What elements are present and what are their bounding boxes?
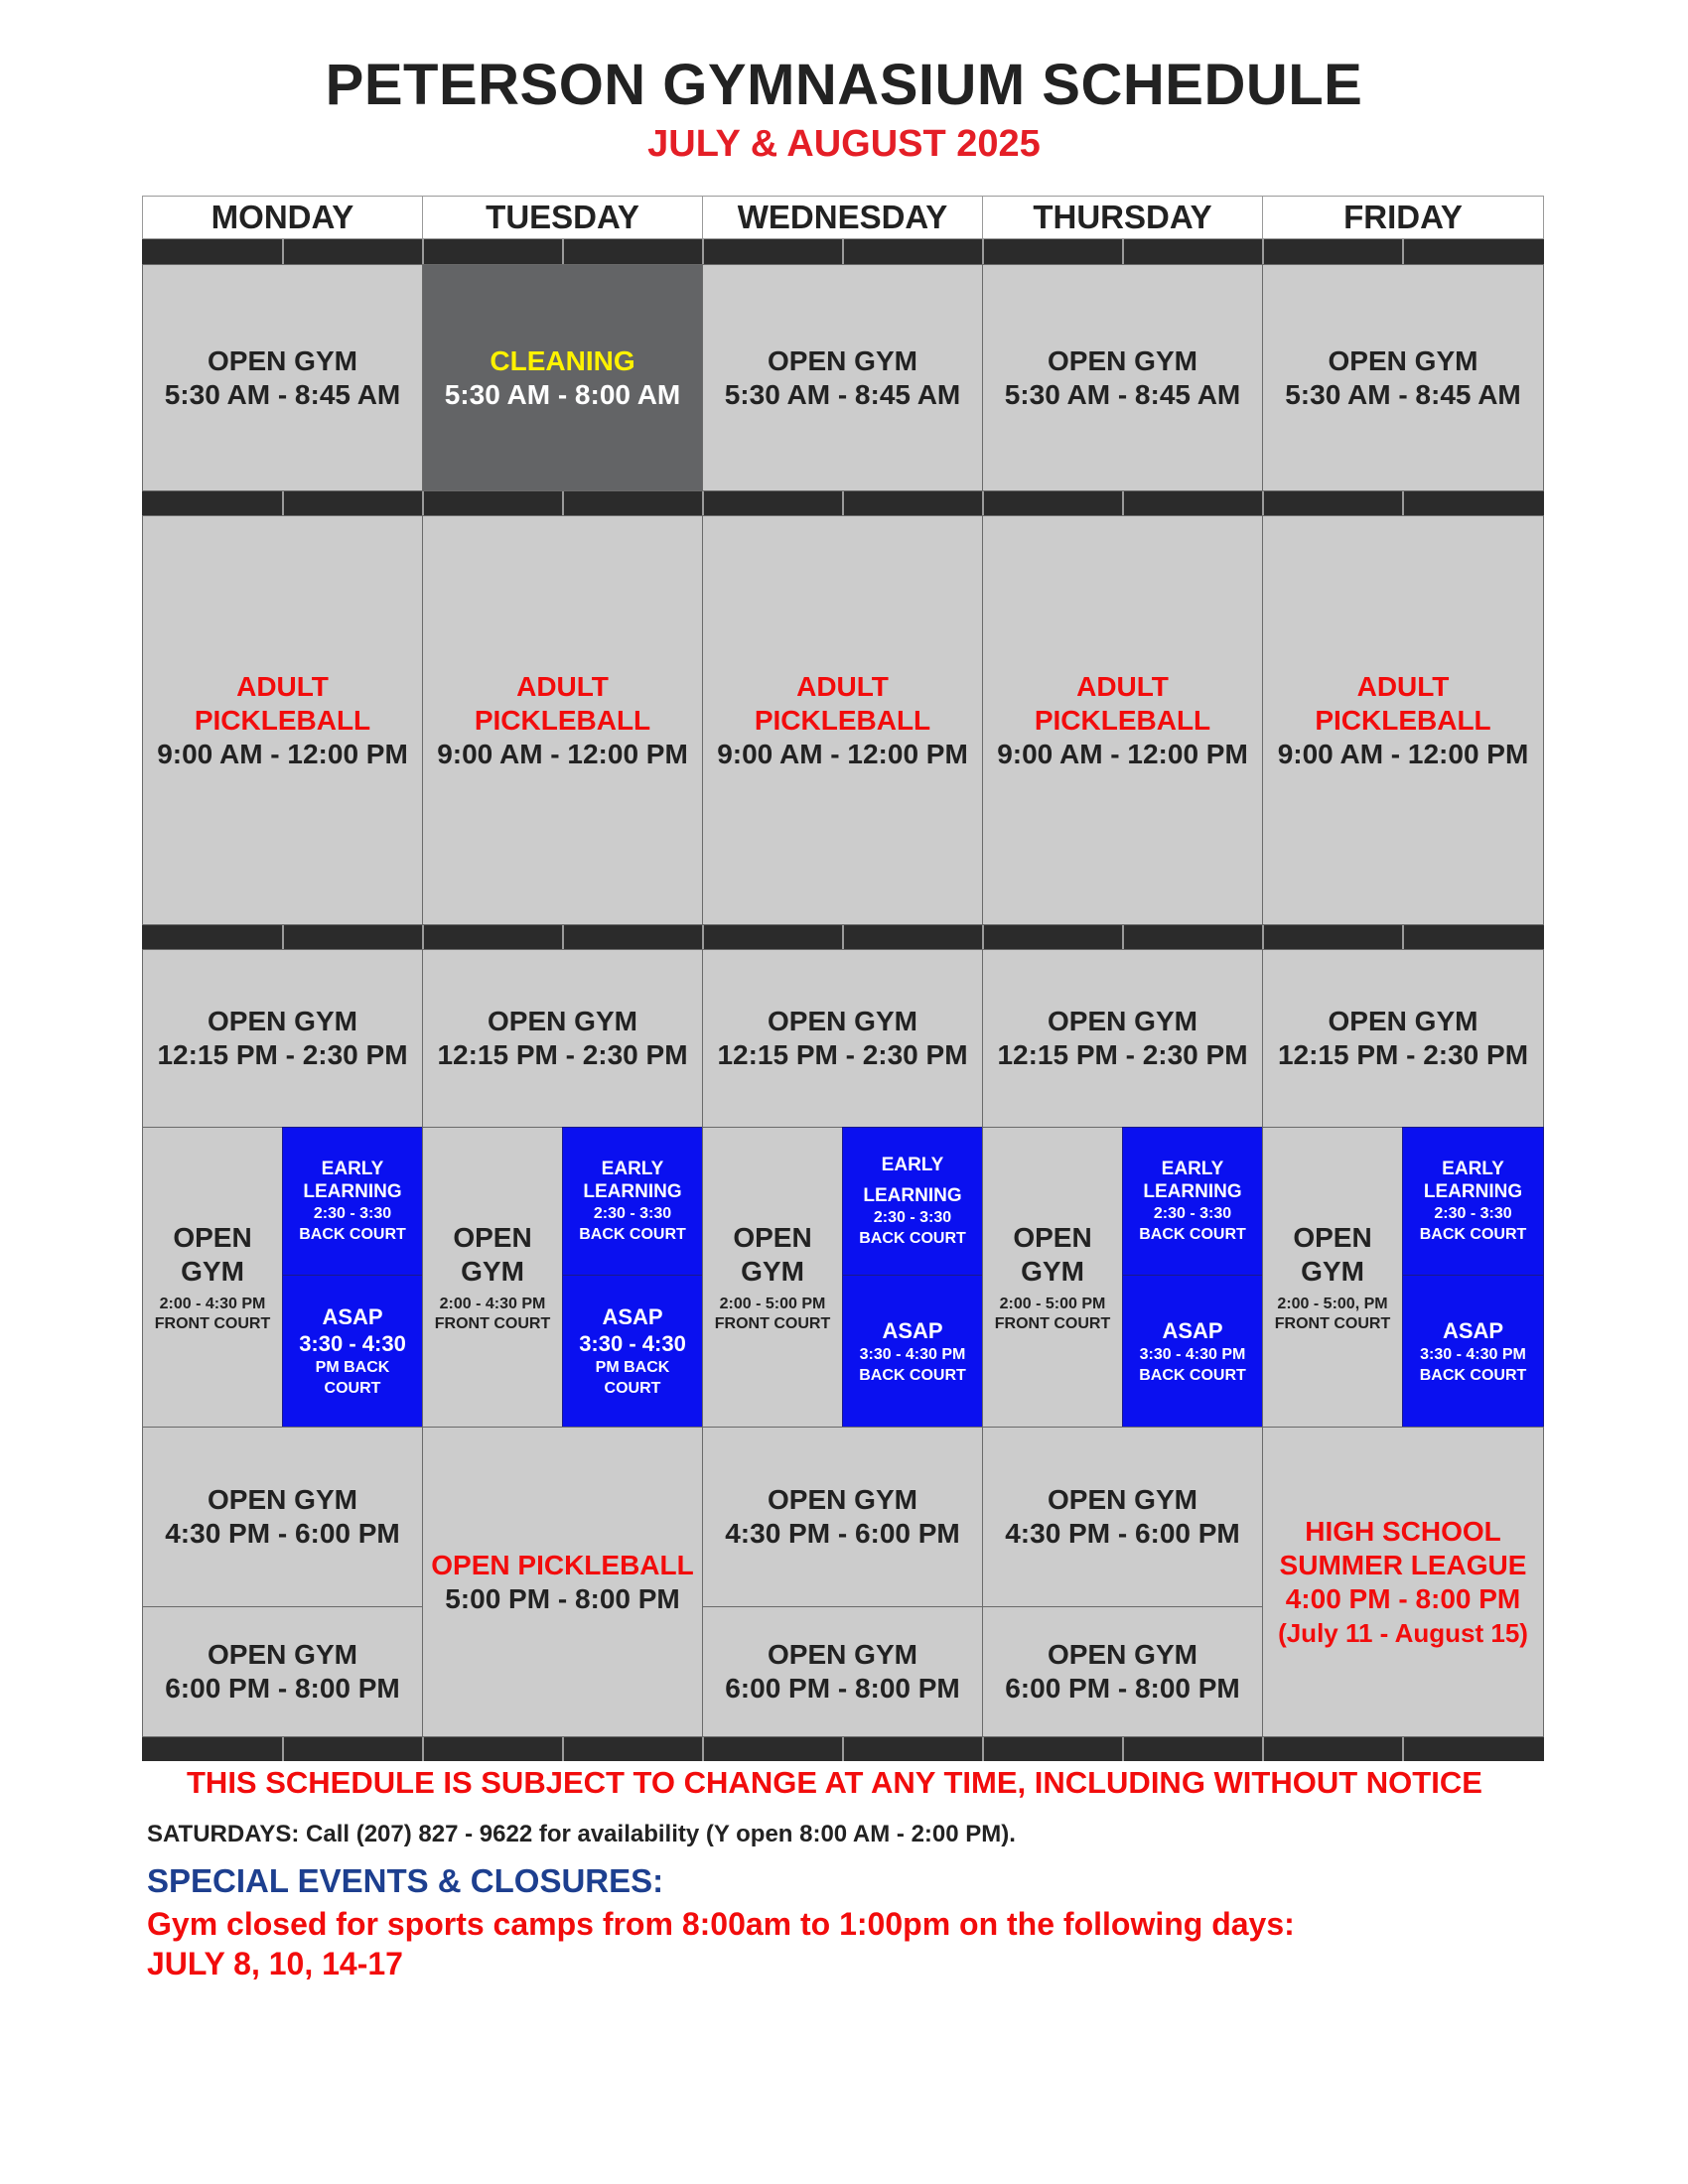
block-court: COURT: [604, 1380, 661, 1397]
block-label: OPEN GYM: [488, 1006, 637, 1036]
schedule-grid: [142, 196, 1544, 1761]
block-time: 12:15 PM - 2:30 PM: [157, 1039, 408, 1070]
schedule-block-wednesday-pickleball: [702, 515, 983, 925]
day-header-friday: FRIDAY: [1262, 196, 1544, 239]
day-header-monday: MONDAY: [142, 196, 423, 239]
block-time: 2:30 - 3:30: [593, 1205, 672, 1222]
schedule-block-tuesday-asap: [562, 1275, 703, 1428]
schedule-block-thursday-asap: [1122, 1275, 1263, 1428]
block-label: ASAP: [1442, 1317, 1504, 1343]
block-court: FRONT COURT: [154, 1314, 271, 1332]
schedule-block-friday-front-court: [1262, 1127, 1403, 1428]
schedule-block-tuesday-early-learning: [562, 1127, 703, 1276]
schedule-block-monday-morning: [142, 264, 423, 491]
block-time: 5:30 AM - 8:45 AM: [1285, 378, 1521, 410]
block-time: 2:30 - 3:30: [1153, 1205, 1232, 1222]
block-time: 6:00 PM - 8:00 PM: [165, 1673, 400, 1704]
block-label: EARLY: [601, 1159, 664, 1179]
block-label: OPEN GYM: [1048, 1639, 1197, 1670]
block-time: 5:30 AM - 8:45 AM: [164, 378, 401, 410]
block-court: BACK COURT: [859, 1230, 966, 1247]
block-label: GYM: [1301, 1255, 1364, 1287]
closure-text: Gym closed for sports camps from 8:00am to 1:00pm on the following days:: [147, 1906, 1295, 1942]
block-court: FRONT COURT: [714, 1314, 831, 1332]
block-time: 2:00 - 5:00 PM: [719, 1295, 826, 1312]
schedule-block-wednesday-evening-2: [702, 1606, 983, 1737]
block-label: PICKLEBALL: [1034, 704, 1211, 736]
block-label: LEARNING: [303, 1181, 402, 1202]
schedule-block-thursday-evening-2: [982, 1606, 1263, 1737]
schedule-block-friday-pickleball: [1262, 515, 1544, 925]
schedule-block-thursday-early-learning: [1122, 1127, 1263, 1276]
block-label: OPEN PICKLEBALL: [431, 1549, 694, 1580]
block-label: PICKLEBALL: [474, 704, 651, 736]
block-label: OPEN GYM: [1328, 1006, 1478, 1036]
block-label: ADULT: [1356, 670, 1450, 702]
block-label: ASAP: [882, 1317, 943, 1343]
block-time: 9:00 AM - 12:00 PM: [717, 738, 968, 769]
schedule-block-thursday-midday: [982, 949, 1263, 1128]
block-label: EARLY: [1442, 1159, 1504, 1179]
block-time: 4:30 PM - 6:00 PM: [1005, 1518, 1240, 1549]
block-label: ASAP: [602, 1304, 663, 1329]
separator-bar: [142, 239, 1544, 264]
block-time: 12:15 PM - 2:30 PM: [717, 1039, 968, 1070]
block-court: PM BACK: [595, 1359, 670, 1376]
block-time: 3:30 - 4:30 PM: [859, 1345, 966, 1363]
block-time: 2:00 - 4:30 PM: [439, 1295, 546, 1312]
schedule-block-thursday-pickleball: [982, 515, 1263, 925]
schedule-block-wednesday-midday: [702, 949, 983, 1128]
block-label: ADULT: [516, 670, 609, 702]
block-label: OPEN: [453, 1221, 532, 1253]
block-court: FRONT COURT: [434, 1314, 551, 1332]
block-label: OPEN: [733, 1221, 812, 1253]
block-label: OPEN GYM: [208, 1639, 357, 1670]
schedule-block-monday-evening-2: [142, 1606, 423, 1737]
schedule-block-monday-evening-1: [142, 1427, 423, 1607]
day-header-thursday: THURSDAY: [982, 196, 1263, 239]
block-label: OPEN GYM: [768, 1006, 917, 1036]
block-time: 9:00 AM - 12:00 PM: [157, 738, 408, 769]
schedule-block-wednesday-asap: [842, 1275, 983, 1428]
block-court: BACK COURT: [579, 1226, 686, 1243]
block-court: BACK COURT: [859, 1366, 966, 1384]
block-label: OPEN GYM: [1328, 344, 1478, 376]
block-time: 12:15 PM - 2:30 PM: [1277, 1039, 1529, 1070]
schedule-block-wednesday-early-learning: [842, 1127, 983, 1276]
block-label: SUMMER LEAGUE: [1279, 1549, 1527, 1580]
block-time: 2:30 - 3:30: [1434, 1205, 1512, 1222]
schedule-block-friday-morning: [1262, 264, 1544, 491]
block-label: GYM: [461, 1255, 524, 1287]
block-time: 3:30 - 4:30 PM: [1420, 1345, 1526, 1363]
schedule-block-monday-midday: [142, 949, 423, 1128]
schedule-block-thursday-evening-1: [982, 1427, 1263, 1607]
block-dates: (July 11 - August 15): [1278, 1617, 1528, 1648]
block-time: 2:00 - 5:00 PM: [999, 1295, 1106, 1312]
schedule-block-thursday-front-court: [982, 1127, 1123, 1428]
special-events-heading: SPECIAL EVENTS & CLOSURES:: [147, 1862, 664, 1899]
schedule-block-tuesday-front-court: [422, 1127, 563, 1428]
block-label: GYM: [181, 1255, 244, 1287]
block-label: ADULT: [236, 670, 329, 702]
block-label: LEARNING: [1143, 1181, 1242, 1202]
page-subtitle: JULY & AUGUST 2025: [647, 123, 1041, 165]
schedule-block-friday-midday: [1262, 949, 1544, 1128]
schedule-block-tuesday-open-pickleball: [422, 1427, 703, 1737]
block-time: 5:30 AM - 8:00 AM: [444, 378, 681, 410]
block-label: OPEN GYM: [208, 344, 357, 376]
block-time: 4:30 PM - 6:00 PM: [165, 1518, 400, 1549]
block-court: BACK COURT: [1139, 1366, 1246, 1384]
block-label: ADULT: [1076, 670, 1169, 702]
block-time: 3:30 - 4:30: [299, 1331, 406, 1356]
block-court: BACK COURT: [1419, 1366, 1527, 1384]
schedule-block-wednesday-morning: [702, 264, 983, 491]
block-label: OPEN GYM: [768, 1484, 917, 1515]
block-court: FRONT COURT: [1274, 1314, 1391, 1332]
block-label: PICKLEBALL: [754, 704, 931, 736]
block-time: 2:30 - 3:30: [873, 1209, 952, 1226]
block-time: 5:30 AM - 8:45 AM: [724, 378, 961, 410]
block-label: EARLY: [321, 1159, 384, 1179]
block-label: CLEANING: [490, 344, 635, 376]
block-label: LEARNING: [583, 1181, 682, 1202]
block-court: BACK COURT: [1139, 1226, 1246, 1243]
closure-dates: JULY 8, 10, 14-17: [147, 1946, 403, 1981]
block-label: PICKLEBALL: [194, 704, 371, 736]
block-time: 9:00 AM - 12:00 PM: [997, 738, 1248, 769]
schedule-block-friday-asap: [1402, 1275, 1544, 1428]
schedule-block-friday-summer-league: [1262, 1427, 1544, 1737]
block-label: ADULT: [796, 670, 889, 702]
page-title: PETERSON GYMNASIUM SCHEDULE: [325, 53, 1363, 117]
block-label: OPEN: [1293, 1221, 1372, 1253]
schedule-block-wednesday-evening-1: [702, 1427, 983, 1607]
separator-bar: [142, 924, 1544, 949]
block-label: OPEN: [173, 1221, 252, 1253]
block-label: OPEN GYM: [768, 344, 917, 376]
block-time: 5:30 AM - 8:45 AM: [1004, 378, 1241, 410]
schedule-block-monday-front-court: [142, 1127, 283, 1428]
block-time: 4:30 PM - 6:00 PM: [725, 1518, 960, 1549]
block-label: GYM: [741, 1255, 804, 1287]
block-label: GYM: [1021, 1255, 1084, 1287]
block-label: OPEN GYM: [208, 1484, 357, 1515]
block-time: 12:15 PM - 2:30 PM: [997, 1039, 1248, 1070]
block-time: 4:00 PM - 8:00 PM: [1285, 1582, 1521, 1614]
separator-bar: [142, 1736, 1544, 1761]
block-label: PICKLEBALL: [1315, 704, 1491, 736]
saturday-info: SATURDAYS: Call (207) 827 - 9622 for availability (Y open 8:00 AM - 2:00 PM).: [147, 1821, 1016, 1847]
block-time: 9:00 AM - 12:00 PM: [437, 738, 688, 769]
schedule-block-monday-early-learning: [282, 1127, 423, 1276]
schedule-block-tuesday-cleaning: [422, 264, 703, 491]
block-label: OPEN GYM: [768, 1639, 917, 1670]
block-time: 9:00 AM - 12:00 PM: [1277, 738, 1529, 769]
block-court: FRONT COURT: [994, 1314, 1111, 1332]
schedule-block-friday-early-learning: [1402, 1127, 1544, 1276]
block-label: LEARNING: [1423, 1181, 1523, 1202]
block-time: 12:15 PM - 2:30 PM: [437, 1039, 688, 1070]
day-header-tuesday: TUESDAY: [422, 196, 703, 239]
day-header-wednesday: WEDNESDAY: [702, 196, 983, 239]
block-label: OPEN GYM: [1048, 1006, 1197, 1036]
schedule-change-notice: THIS SCHEDULE IS SUBJECT TO CHANGE AT ANY TIME, INCLUDING WITHOUT NOTICE: [187, 1765, 1482, 1800]
block-court: PM BACK: [315, 1359, 390, 1376]
block-time: 3:30 - 4:30 PM: [1139, 1345, 1246, 1363]
block-time: 2:30 - 3:30: [313, 1205, 392, 1222]
block-label: EARLY: [881, 1155, 944, 1175]
block-label: ASAP: [322, 1304, 383, 1329]
schedule-block-tuesday-midday: [422, 949, 703, 1128]
schedule-block-monday-pickleball: [142, 515, 423, 925]
block-time: 2:00 - 4:30 PM: [159, 1295, 266, 1312]
block-label: LEARNING: [863, 1185, 962, 1206]
block-court: BACK COURT: [1419, 1226, 1527, 1243]
block-label: OPEN GYM: [1048, 1484, 1197, 1515]
block-label: OPEN: [1013, 1221, 1092, 1253]
schedule-block-tuesday-pickleball: [422, 515, 703, 925]
block-time: 6:00 PM - 8:00 PM: [1005, 1673, 1240, 1704]
schedule-block-monday-asap: [282, 1275, 423, 1428]
block-label: EARLY: [1161, 1159, 1224, 1179]
block-court: COURT: [324, 1380, 381, 1397]
block-time: 2:00 - 5:00, PM: [1277, 1295, 1388, 1312]
block-label: OPEN GYM: [1048, 344, 1197, 376]
block-label: ASAP: [1162, 1317, 1223, 1343]
block-time: 3:30 - 4:30: [579, 1331, 686, 1356]
separator-bar: [142, 490, 1544, 515]
schedule-block-wednesday-front-court: [702, 1127, 843, 1428]
schedule-block-thursday-morning: [982, 264, 1263, 491]
block-label: HIGH SCHOOL: [1305, 1515, 1501, 1547]
block-time: 6:00 PM - 8:00 PM: [725, 1673, 960, 1704]
block-time: 5:00 PM - 8:00 PM: [445, 1582, 680, 1614]
block-label: OPEN GYM: [208, 1006, 357, 1036]
block-court: BACK COURT: [299, 1226, 406, 1243]
